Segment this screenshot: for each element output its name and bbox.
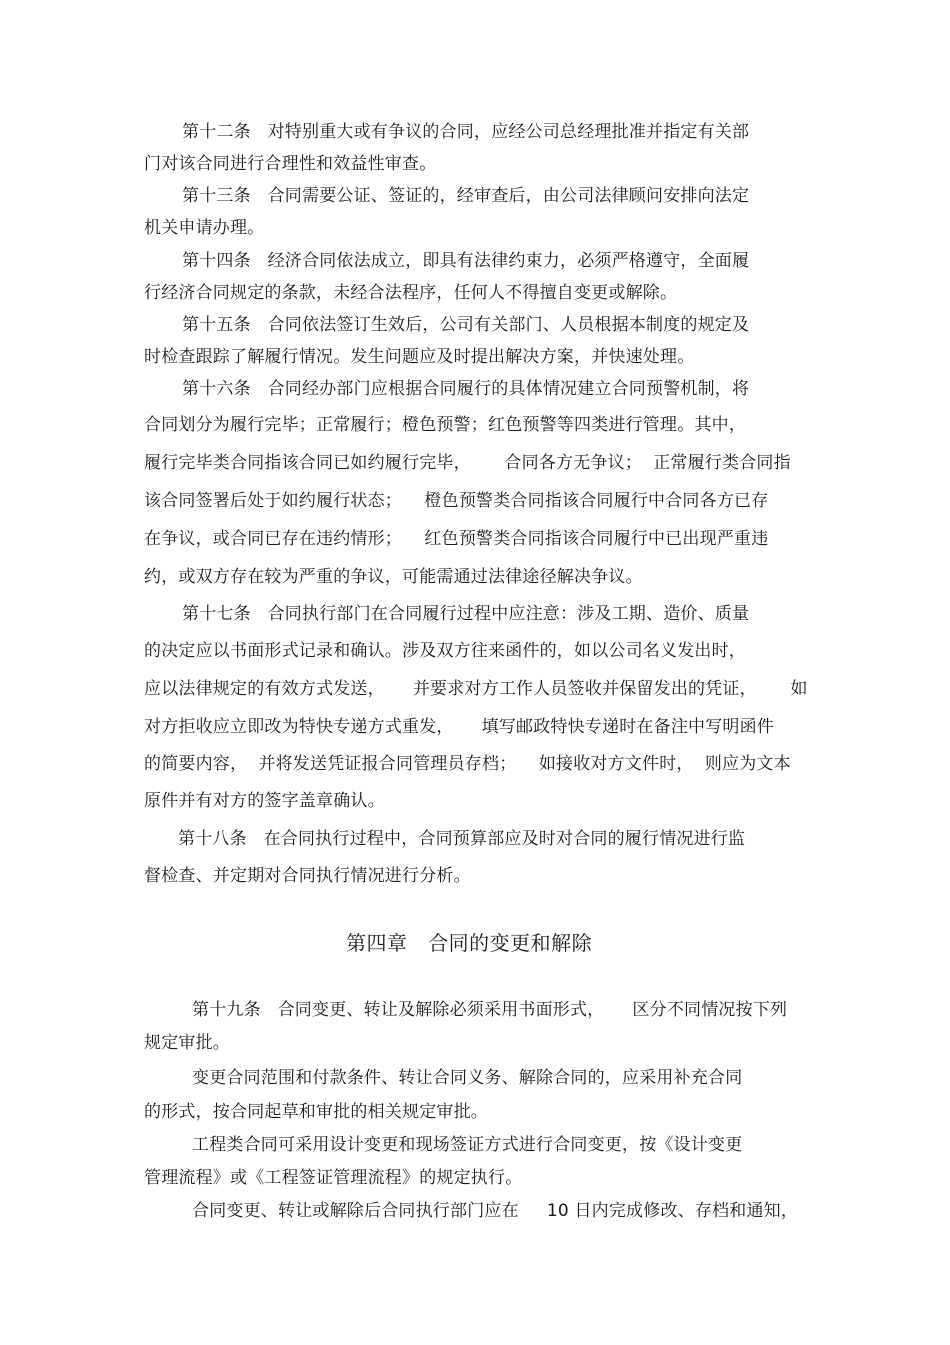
article-14-line-2: 行经济合同规定的条款，未经合法程序，任何人不得擅自变更或解除。 [144, 283, 678, 303]
engineering-line-2: 管理流程》或《工程签证管理流程》的规定执行。 [144, 1168, 523, 1188]
article-16-line-6: 约，或双方存在较为严重的争议，可能需通过法律途径解决争议。 [144, 567, 643, 587]
article-16-line-4: 该合同签署后处于如约履行状态； 橙色预警类合同指该合同履行中合同各方已存 [144, 491, 769, 511]
article-17-line-4: 对方拒收应立即改为特快专递方式重发， 填写邮政特快专递时在备注中写明函件 [144, 717, 775, 737]
change-scope-line-2: 的形式，按合同起草和审批的相关规定审批。 [144, 1102, 488, 1122]
article-18-line-2: 督检查、并定期对合同执行情况进行分析。 [144, 866, 471, 886]
article-12-line-1: 第十二条 对特别重大或有争议的合同，应经公司总经理批准并指定有关部 [182, 122, 750, 142]
engineering-line-1: 工程类合同可采用设计变更和现场签证方式进行合同变更，按《设计变更 [192, 1135, 743, 1155]
article-13-line-1: 第十三条 合同需要公证、签证的，经审查后，由公司法律顾问安排向法定 [182, 186, 750, 206]
article-16-line-1: 第十六条 合同经办部门应根据合同履行的具体情况建立合同预警机制，将 [182, 379, 750, 399]
article-12-line-2: 门对该合同进行合理性和效益性审查。 [144, 154, 437, 174]
article-16-line-2: 合同划分为履行完毕；正常履行；橙色预警；红色预警等四类进行管理。其中， [144, 415, 746, 435]
article-17-line-6: 原件并有对方的签字盖章确认。 [144, 791, 385, 811]
change-scope-line-1: 变更合同范围和付款条件、转让合同义务、解除合同的，应采用补充合同 [192, 1068, 743, 1088]
article-15-line-1: 第十五条 合同依法签订生效后，公司有关部门、人员根据本制度的规定及 [182, 315, 750, 335]
article-16-line-3: 履行完毕类合同指该合同已如约履行完毕， 合同各方无争议； 正常履行类合同指 [144, 453, 791, 473]
article-16-line-5: 在争议，或合同已存在违约情形； 红色预警类合同指该合同履行中已出现严重违 [144, 529, 769, 549]
article-15-line-2: 时检查跟踪了解履行情况。发生问题应及时提出解决方案，并快速处理。 [144, 347, 695, 367]
article-17-line-2: 的决定应以书面形式记录和确认。涉及双方往来函件的，如以公司名义发出时， [144, 641, 746, 661]
article-13-line-2: 机关申请办理。 [144, 218, 265, 238]
article-17-line-3: 应以法律规定的有效方式发送， 并要求对方工作人员签收并保留发出的凭证， 如 [144, 679, 808, 699]
article-19-line-2: 规定审批。 [144, 1033, 230, 1053]
article-17-line-5: 的简要内容， 并将发送凭证报合同管理员存档； 如接收对方文件时， 则应为文本 [144, 754, 791, 774]
notify-line-1: 合同变更、转让或解除后合同执行部门应在 10 日内完成修改、存档和通知， [192, 1201, 799, 1221]
article-17-line-1: 第十七条 合同执行部门在合同履行过程中应注意：涉及工期、造价、质量 [182, 604, 750, 624]
article-18-line-1: 第十八条 在合同执行过程中，合同预算部应及时对合同的履行情况进行监 [178, 829, 746, 849]
article-19-line-1: 第十九条 合同变更、转让及解除必须采用书面形式， 区分不同情况按下列 [192, 1000, 788, 1020]
chapter-heading: 第四章 合同的变更和解除 [346, 931, 593, 955]
article-14-line-1: 第十四条 经济合同依法成立，即具有法律约束力，必须严格遵守，全面履 [182, 251, 750, 271]
